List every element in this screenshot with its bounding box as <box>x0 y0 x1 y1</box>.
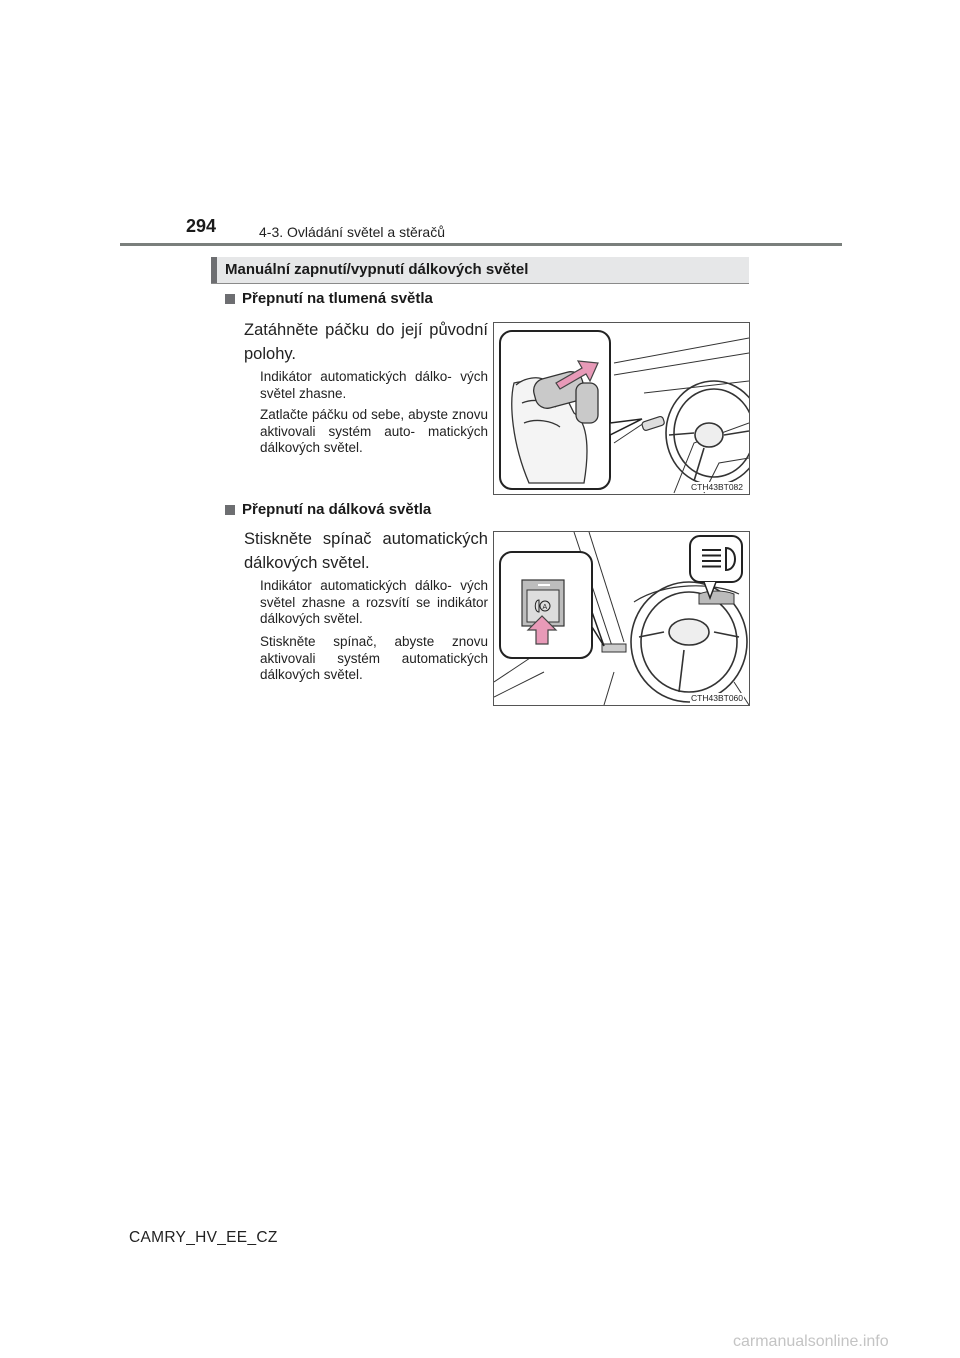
note-2: Zatlačte páčku od sebe, abyste znovu aktivovali systém auto- matických dálkových světel. <box>260 407 488 455</box>
figure-code: CTH43BT082 <box>691 482 743 492</box>
figure-switch-press <box>493 531 750 706</box>
figure-code: CTH43BT060 <box>691 693 743 703</box>
subheading-low-beam <box>225 290 433 307</box>
chapter-title: 4-3. Ovládání světel a stěračů <box>259 224 445 240</box>
subheading-text: Přepnutí na tlumená světla <box>242 290 433 307</box>
model-code: CAMRY_HV_EE_CZ <box>129 1229 278 1246</box>
header-rule <box>120 243 842 246</box>
section-title-bar <box>211 257 749 284</box>
lever-illustration <box>494 323 749 494</box>
square-bullet-icon <box>225 505 235 515</box>
switch-illustration <box>494 532 749 705</box>
svg-text:A: A <box>542 604 548 611</box>
note-4: Stiskněte spínač, abyste znovu aktivovali systém automatických dálkových světel. <box>260 634 488 682</box>
square-bullet-icon <box>225 294 235 304</box>
section-accent <box>211 257 217 283</box>
section-title: Manuální zapnutí/vypnutí dálkových světel <box>225 261 529 278</box>
note-1: Indikátor automatických dálko- vých světel zhasne. <box>260 369 488 401</box>
watermark: carmanualsonline.info <box>733 1333 889 1350</box>
subheading-text: Přepnutí na dálková světla <box>242 501 432 518</box>
figure-lever-pull <box>493 322 750 495</box>
page-number: 294 <box>186 216 217 236</box>
instruction-high-beam: Stiskněte spínač automatických dálkových světel. <box>244 530 488 572</box>
subheading-high-beam <box>225 501 431 518</box>
note-3: Indikátor automatických dálko- vých světel zhasne a rozsvítí se indikátor dálkových světel. <box>260 578 488 626</box>
instruction-low-beam: Zatáhněte páčku do její původní polohy. <box>244 321 488 363</box>
